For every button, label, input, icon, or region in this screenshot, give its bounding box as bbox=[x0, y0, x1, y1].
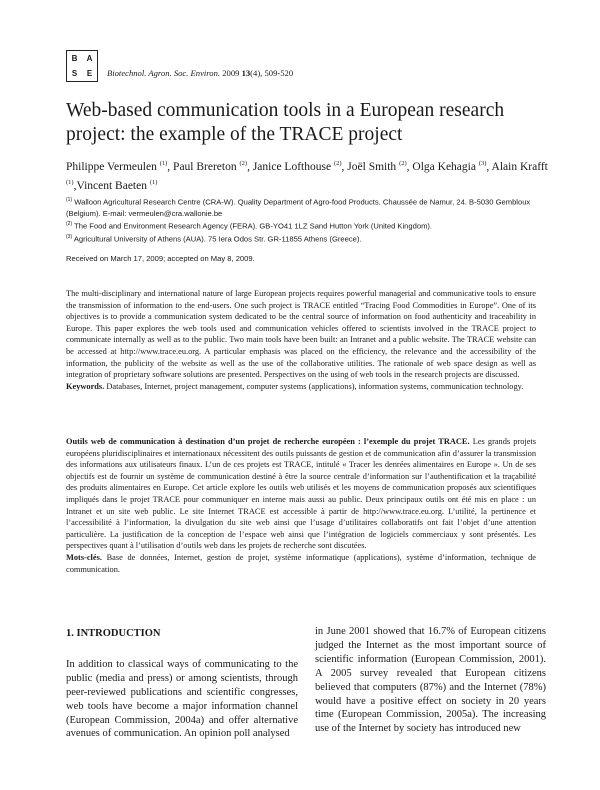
keywords-text: Databases, Internet, project management, computer systems (applications), information systems, communication technology. bbox=[106, 381, 524, 391]
affiliations bbox=[66, 195, 546, 244]
author: Janice Lofthouse bbox=[252, 160, 332, 173]
author: Paul Brereton bbox=[173, 160, 237, 173]
logo-letter: B bbox=[71, 54, 78, 63]
body-paragraph: in June 2001 showed that 16.7% of European citizens judged the Internet as the most important source of scientific information (European Commission, 2001). A 2005 survey revealed that European citizens believed that computers (87%) and the Internet (78%) would have a positive effect on society in 20 years time (European Commission, 2005a). The increasing use of the Internet by society has introduced new bbox=[315, 626, 546, 735]
author: Philippe Vermeulen bbox=[66, 160, 157, 173]
author-affiliation: (1) bbox=[159, 160, 168, 167]
abstract-french-title: Outils web de communication à destination d’un projet de recherche européen : l’exemple du projet TRACE. bbox=[66, 437, 470, 446]
author-affiliation: (2) bbox=[399, 160, 407, 167]
affiliation-item: $^{(2)}$ The Food and Environment Research Agency (FERA). GB-YO41 1LZ Sand Hutton York (United Kingdom). bbox=[66, 220, 433, 231]
author: Olga Kehagia bbox=[412, 160, 476, 173]
abstract-english bbox=[66, 288, 536, 392]
journal-citation bbox=[107, 68, 293, 78]
body-column-left bbox=[66, 627, 298, 741]
section-heading: 1. INTRODUCTION bbox=[66, 628, 161, 639]
body-column-right bbox=[315, 625, 546, 736]
affiliation-item: $^{(1)}$ Walloon Agricultural Research Centre (CRA-W). Quality Department of Agro-food Products. Chaussée de Namur, 24. B-5030 Gembloux (Belgium). E-mail: vermeulen@cra.wallonie.be bbox=[66, 197, 531, 218]
keywords-label: Mots-clés. bbox=[66, 552, 102, 562]
author: Joël Smith bbox=[347, 160, 397, 173]
author-affiliation: (3) bbox=[478, 160, 487, 167]
author-affiliation: (2) bbox=[239, 160, 248, 167]
logo-letter: S bbox=[71, 69, 78, 78]
author-affiliation: (1) bbox=[149, 178, 158, 186]
received-date: Received on March 17, 2009; accepted on May 8, 2009. bbox=[66, 254, 255, 263]
logo-letter: E bbox=[86, 69, 93, 78]
affiliation-item: $^{(3)}$ Agricultural University of Athens (AUA). 75 Iera Odos Str. GR-11855 Athens (Greece). bbox=[66, 233, 362, 244]
keywords-text: Base de données, Internet, gestion de projet, système informatique (applications), système d’information, technique de communication. bbox=[66, 552, 537, 574]
journal-issue-pages: (4), 509-520 bbox=[250, 68, 294, 78]
author: Vincent Baeten bbox=[76, 179, 147, 192]
paper-title: Web-based communication tools in a European research project: the example of the TRACE project bbox=[66, 100, 505, 145]
abstract-text: Les grands projets européens pluridisciplinaires et internationaux nécessitent des outils puissants de gestion et de communication afin d’assurer la transmission des informations aux utilisateurs finaux. L’un de ces projets est TRACE, intitulé « Tracer les denrées alimentaires en Europe ». Un de ses objectifs est de fournir un système de communication destiné à être la source centrale d’information sur l’authentification et la traçabilité des produits alimentaires en Europe. Cet article explore les outils web utilisés et les moyens de communication proposés aux scientifiques impliqués dans le projet TRACE pour communiquer en interne mais aussi au public. Deux principaux outils ont été mis en place : un Intranet et un site web public. Le site Internet TRACE est accessible à partir de http://www.trace.eu.org. L’utilité, la pertinence et l’accessibilité à l’information, la divulgation du site web ainsi que l’usage d’utilitaires collaboratifs ont fait l’objet d’une attention particulière. La justification de la conception de l’espace web ainsi que l’intégration de logiciels commerciaux y sont présentés. Les perspectives quant à l’utilisation d’outils web dans les projets de recherche sont discutées. bbox=[66, 437, 536, 551]
author: Alain Krafft bbox=[491, 160, 548, 173]
logo-letter: A bbox=[86, 54, 93, 63]
abstract-french bbox=[66, 436, 536, 575]
abstract-text: The multi-disciplinary and international nature of large European projects requires powerful managerial and communicative tools to ensure the transmission of information to the end-users. One such project is TRACE entitled “Tracing Food Commodities in Europe”. One of its objectives is to provide a communication system dedicated to be the central source of information on food authenticity and traceability in Europe. This paper explores the web tools used and communication vehicles offered to scientists involved in the TRACE project to communicate internally as well as to the public. Two main tools have been built: an Intranet and a public website. The TRACE website can be accessed at http://www.trace.eu.org. A particular emphasis was placed on the efficiency, the relevance and the accessibility of the information, the publicity of the website as well as the use of the collaborative utilities. The rationale of web space design as well as integration of proprietary software solutions are presented. Perspectives on the using of web tools in the research projects are discussed. bbox=[66, 289, 536, 380]
journal-volume: 13 bbox=[241, 68, 251, 78]
journal-year: 2009 bbox=[222, 68, 240, 78]
journal-logo bbox=[66, 50, 98, 82]
keywords-label: Keywords. bbox=[66, 381, 105, 391]
author-affiliation: (2) bbox=[333, 160, 342, 167]
author-affiliation: (1) bbox=[66, 178, 74, 186]
journal-name: Biotechnol. Agron. Soc. Environ. bbox=[107, 68, 221, 78]
author-list: Philippe Vermeulen $^{(1)}$, Paul Brereton $^{(2)}$, Janice Lofthouse $^{(2)}$, Joël Smith $^{(2)}$, Olga Kehagia $^{(3)}$, Alain Krafft $^{(1)}$,Vincent Baeten $^{(1)}$ bbox=[66, 160, 548, 192]
body-paragraph: In addition to classical ways of communicating to the public (media and press) or among scientists, through peer-reviewed publications and scientific congresses, web tools have become a major information channel (European Commission, 2004a) and offer alternative avenues of communication. An opinion poll analysed bbox=[66, 658, 298, 740]
